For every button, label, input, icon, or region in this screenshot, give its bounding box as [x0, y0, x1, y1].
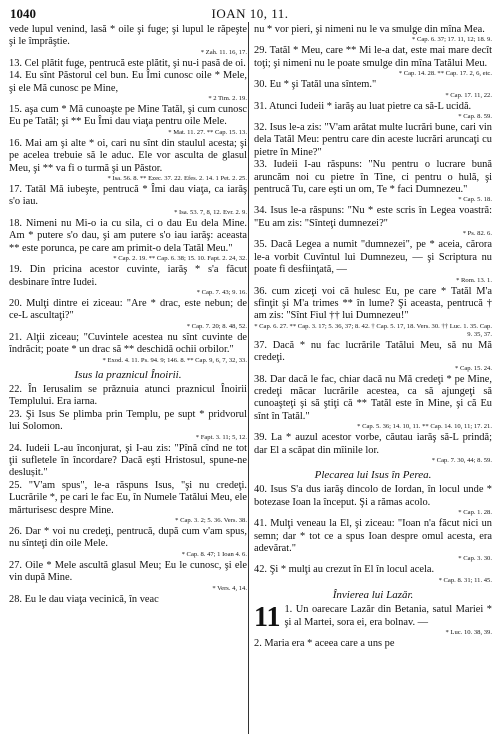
page-header: [10, 6, 490, 24]
verse: 33. Iudeii I-au răspuns: "Nu pentru o lucrare bună aruncăm noi cu pietre în Tine, ci pentru o hulă, şi pentrucă Tu, care eşti un om, Te * faci Dumnezeu.": [254, 159, 492, 196]
verse: 28. Eu le dau viaţa vecinică, în veac: [9, 593, 159, 605]
cross-references: * Cap. 7. 30, 44; 8. 59.: [431, 456, 492, 464]
page-number: 1040: [10, 6, 36, 21]
cross-references: * Cap. 6. 27. ** Cap. 3. 17; 5. 36, 37; 8. 42. † Cap. 5. 17, 18. Vers. 30. †† Luc. 1. 35. Cap. 9. 35, 37.: [254, 322, 492, 338]
cross-references: * Vers. 4, 14.: [212, 584, 247, 592]
verse: 38. Dar dacă le fac, chiar dacă nu Mă credeţi * pe Mine, credeţi măcar lucrările acestea, ca să ajungeţi să cunoaşteţi şi să ştiţi că ** Tatăl este în Mine, şi că Eu sînt în Tatăl.": [254, 373, 492, 422]
cross-references: * Mat. 11. 27. ** Cap. 15. 13.: [168, 128, 247, 136]
cross-references: * Zah. 11. 16, 17.: [200, 48, 247, 56]
cross-references: * Fapt. 3. 11; 5, 12.: [195, 433, 247, 441]
section-heading: Plecarea lui Isus în Perea.: [314, 468, 432, 481]
verse: 36. cum ziceţi voi că hulesc Eu, pe care * Tatăl M'a sfinţit şi M'a trimes ** în lume? Şi aceasta, pentrucă † am zis: "Sînt Fiul †† lui Dumnezeu!": [254, 285, 492, 322]
verse: 15. aşa cum * Mă cunoaşte pe Mine Tatăl, şi cum cunosc Eu pe Tatăl; şi ** Eu Îmi dau viaţa pentru oile Mele.: [9, 104, 247, 128]
verse: 31. Atunci Iudeii * iarăş au luat pietre ca să-L ucidă.: [254, 100, 472, 112]
verse: 20. Mulţi dintre ei ziceau: "Are * drac, este nebun; de ce-L ascultaţi?": [9, 297, 247, 322]
cross-references: * Luc. 10. 38, 39.: [445, 629, 492, 637]
verse: 18. Nimeni nu Mi-o ia cu sila, ci o dau Eu dela Mine. Am * putere s'o dau, şi am putere s'o iau iarăş: aceasta ** este porunca, pe care am primit-o dela Tatăl Meu.": [9, 217, 247, 254]
verse: 22. În Ierusalim se prăznuia atunci praznicul Înoirii Templului. Era iarna.: [9, 383, 247, 408]
cross-references: * Cap. 6. 37; 17. 11, 12; 18. 9.: [412, 36, 492, 44]
cross-references: * Cap. 15. 24.: [455, 364, 492, 372]
cross-references: * Cap. 14. 28. ** Cap. 17. 2, 6, etc.: [398, 70, 492, 78]
verse: 35. Dacă Legea a numit "dumnezei", pe * aceia, cărora le-a vorbit Cuvîntul lui Dumnezeu, — şi Scriptura nu poate fi desfiinţată, —: [254, 239, 492, 276]
verse: 26. Dar * voi nu credeţi, pentrucă, după cum v'am spus, nu sînteţi din oile Mele.: [9, 526, 247, 550]
verse: 24. Iudeii L-au înconjurat, şi I-au zis: "Pînă cînd ne tot ţii sufletele în încordare? Dacă eşti Hristosul, spune-ne deslușit.": [9, 442, 247, 479]
cross-references: * Isa. 53. 7, 8, 12. Evr. 2. 9.: [174, 208, 247, 216]
verse: 30. Eu * şi Tatăl una sîntem.": [254, 79, 377, 91]
verse: 25. "V'am spus", le-a răspuns Isus, "şi nu credeţi. Lucrările *, pe cari le fac Eu, în Numele Tatălui Meu, ele mărturisesc despre Mine.: [9, 479, 247, 516]
cross-references: * Isa. 56. 8. ** Ezec. 37. 22. Efes. 2. 14. 1 Pet. 2. 25.: [107, 175, 247, 183]
right-column: [254, 24, 492, 650]
verse: 19. Din pricina acestor cuvinte, iarăş * s'a făcut desbinare între Iudei.: [9, 264, 247, 288]
verse: 41. Mulţi veneau la El, şi ziceau: "Ioan n'a făcut nici un semn; dar * tot ce a spus Ioan despre omul acesta, era adevărat.": [254, 518, 492, 554]
verse-text: 1. Un oarecare Lazăr din Betania, satul Mariei * şi al Martei, sora ei, era bolnav. —: [284, 604, 492, 628]
cross-references: * Cap. 7. 20; 8. 48, 52.: [186, 322, 247, 330]
cross-references: * Cap. 1. 28.: [458, 509, 492, 517]
verse: 29. Tatăl * Meu, care ** Mi le-a dat, este mai mare decît toţi; şi nimeni nu le poate smulge din mîna Tatălui Meu.: [254, 45, 492, 69]
left-column: [9, 24, 247, 606]
verse: vede lupul venind, lasă * oile şi fuge; şi lupul le răpeşte şi le împrăştie.: [9, 24, 247, 48]
verse: nu * vor pieri, şi nimeni nu le va smulge din mîna Mea.: [254, 24, 485, 35]
verse: 17. Tatăl Mă iubeşte, pentrucă * Îmi dau viaţa, ca iarăş s'o iau.: [9, 184, 247, 208]
verse: 16. Mai am şi alte * oi, cari nu sînt din staulul acesta; şi pe acelea trebuie să le aduc. Ele vor asculta de glasul Meu, şi ** va fi o turmă şi un Păstor.: [9, 137, 247, 174]
verse: 21. Alţii ziceau; "Cuvintele acestea nu sînt cuvinte de îndrăcit; poate * un drac să ** deschidă ochii orbilor.": [9, 331, 247, 356]
verse: 40. Isus S'a dus iarăş dincolo de Iordan, în locul unde * botezase Ioan la început. Şi a rămas acolo.: [254, 484, 492, 508]
cross-references: * Cap. 3. 2; 5. 36. Vers. 38.: [175, 517, 247, 524]
verse: 23. Şi Isus Se plimba prin Templu, pe supt * pridvorul lui Solomon.: [9, 408, 247, 433]
verse: 37. Dacă * nu fac lucrările Tatălui Meu, să nu Mă credeţi.: [254, 339, 492, 364]
cross-references: * Cap. 2. 19. ** Cap. 6. 38; 15. 10. Fapt. 2. 24, 32.: [113, 255, 247, 263]
verse: 32. Isus le-a zis: "V'am arătat multe lucrări bune, cari vin dela Tatăl Meu: pentru care din aceste lucrări aruncaţi cu pietre în Mine?": [254, 122, 492, 158]
verse: 34. Isus le-a răspuns: "Nu * este scris în Legea voastră: "Eu am zis: "Sînteţi dumnezei?": [254, 205, 492, 229]
cross-references: * Cap. 17. 11, 22.: [445, 91, 492, 99]
cross-references: * Cap. 7. 43; 9. 16.: [196, 288, 247, 296]
verse: 2. Maria era * aceea care a uns pe: [254, 638, 395, 650]
cross-references: * Cap. 8. 59.: [458, 113, 492, 121]
cross-references: * Cap. 3. 30.: [458, 555, 492, 563]
cross-references: * Exod. 4. 11. Ps. 94. 9; 146. 8. ** Cap. 9, 6, 7, 32, 33.: [102, 356, 247, 364]
cross-references: * Cap. 8. 31; 11. 45.: [438, 576, 492, 584]
cross-references: * Rom. 13. 1.: [456, 276, 492, 284]
page-title: IOAN 10, 11.: [211, 6, 289, 21]
cross-references: * Ps. 82. 6.: [462, 230, 492, 238]
verse: 39. La * auzul acestor vorbe, căutau iarăş să-L prindă; dar El a scăpat din mîinile lor.: [254, 432, 492, 456]
cross-references: * Cap. 8. 47; 1 Ioan 4. 6.: [181, 550, 247, 558]
section-heading: Isus la praznicul Înoirii.: [74, 368, 182, 381]
chapter-number: 11: [254, 602, 281, 634]
cross-references: * Cap. 5. 36; 14. 10, 11. ** Cap. 14. 10, 11; 17. 21.: [357, 423, 492, 431]
verse: 14. Eu sînt Păstorul cel bun. Eu Îmi cunosc oile * Mele, şi ele Mă cunosc pe Mine,: [9, 70, 247, 94]
section-heading: Învierea lui Lazăr.: [332, 588, 414, 601]
cross-references: * Cap. 5. 18.: [458, 196, 492, 204]
verse: 13. Cel plătit fuge, pentrucă este plătit, şi nu-i pasă de oi.: [9, 57, 246, 69]
column-divider: [248, 22, 249, 734]
verse: 27. Oile * Mele ascultă glasul Meu; Eu le cunosc, şi ele vin după Mine.: [9, 559, 247, 584]
cross-references: * 2 Tim. 2. 19.: [208, 95, 247, 103]
verse: 42. Şi * mulţi au crezut în El în locul acela.: [254, 564, 435, 576]
